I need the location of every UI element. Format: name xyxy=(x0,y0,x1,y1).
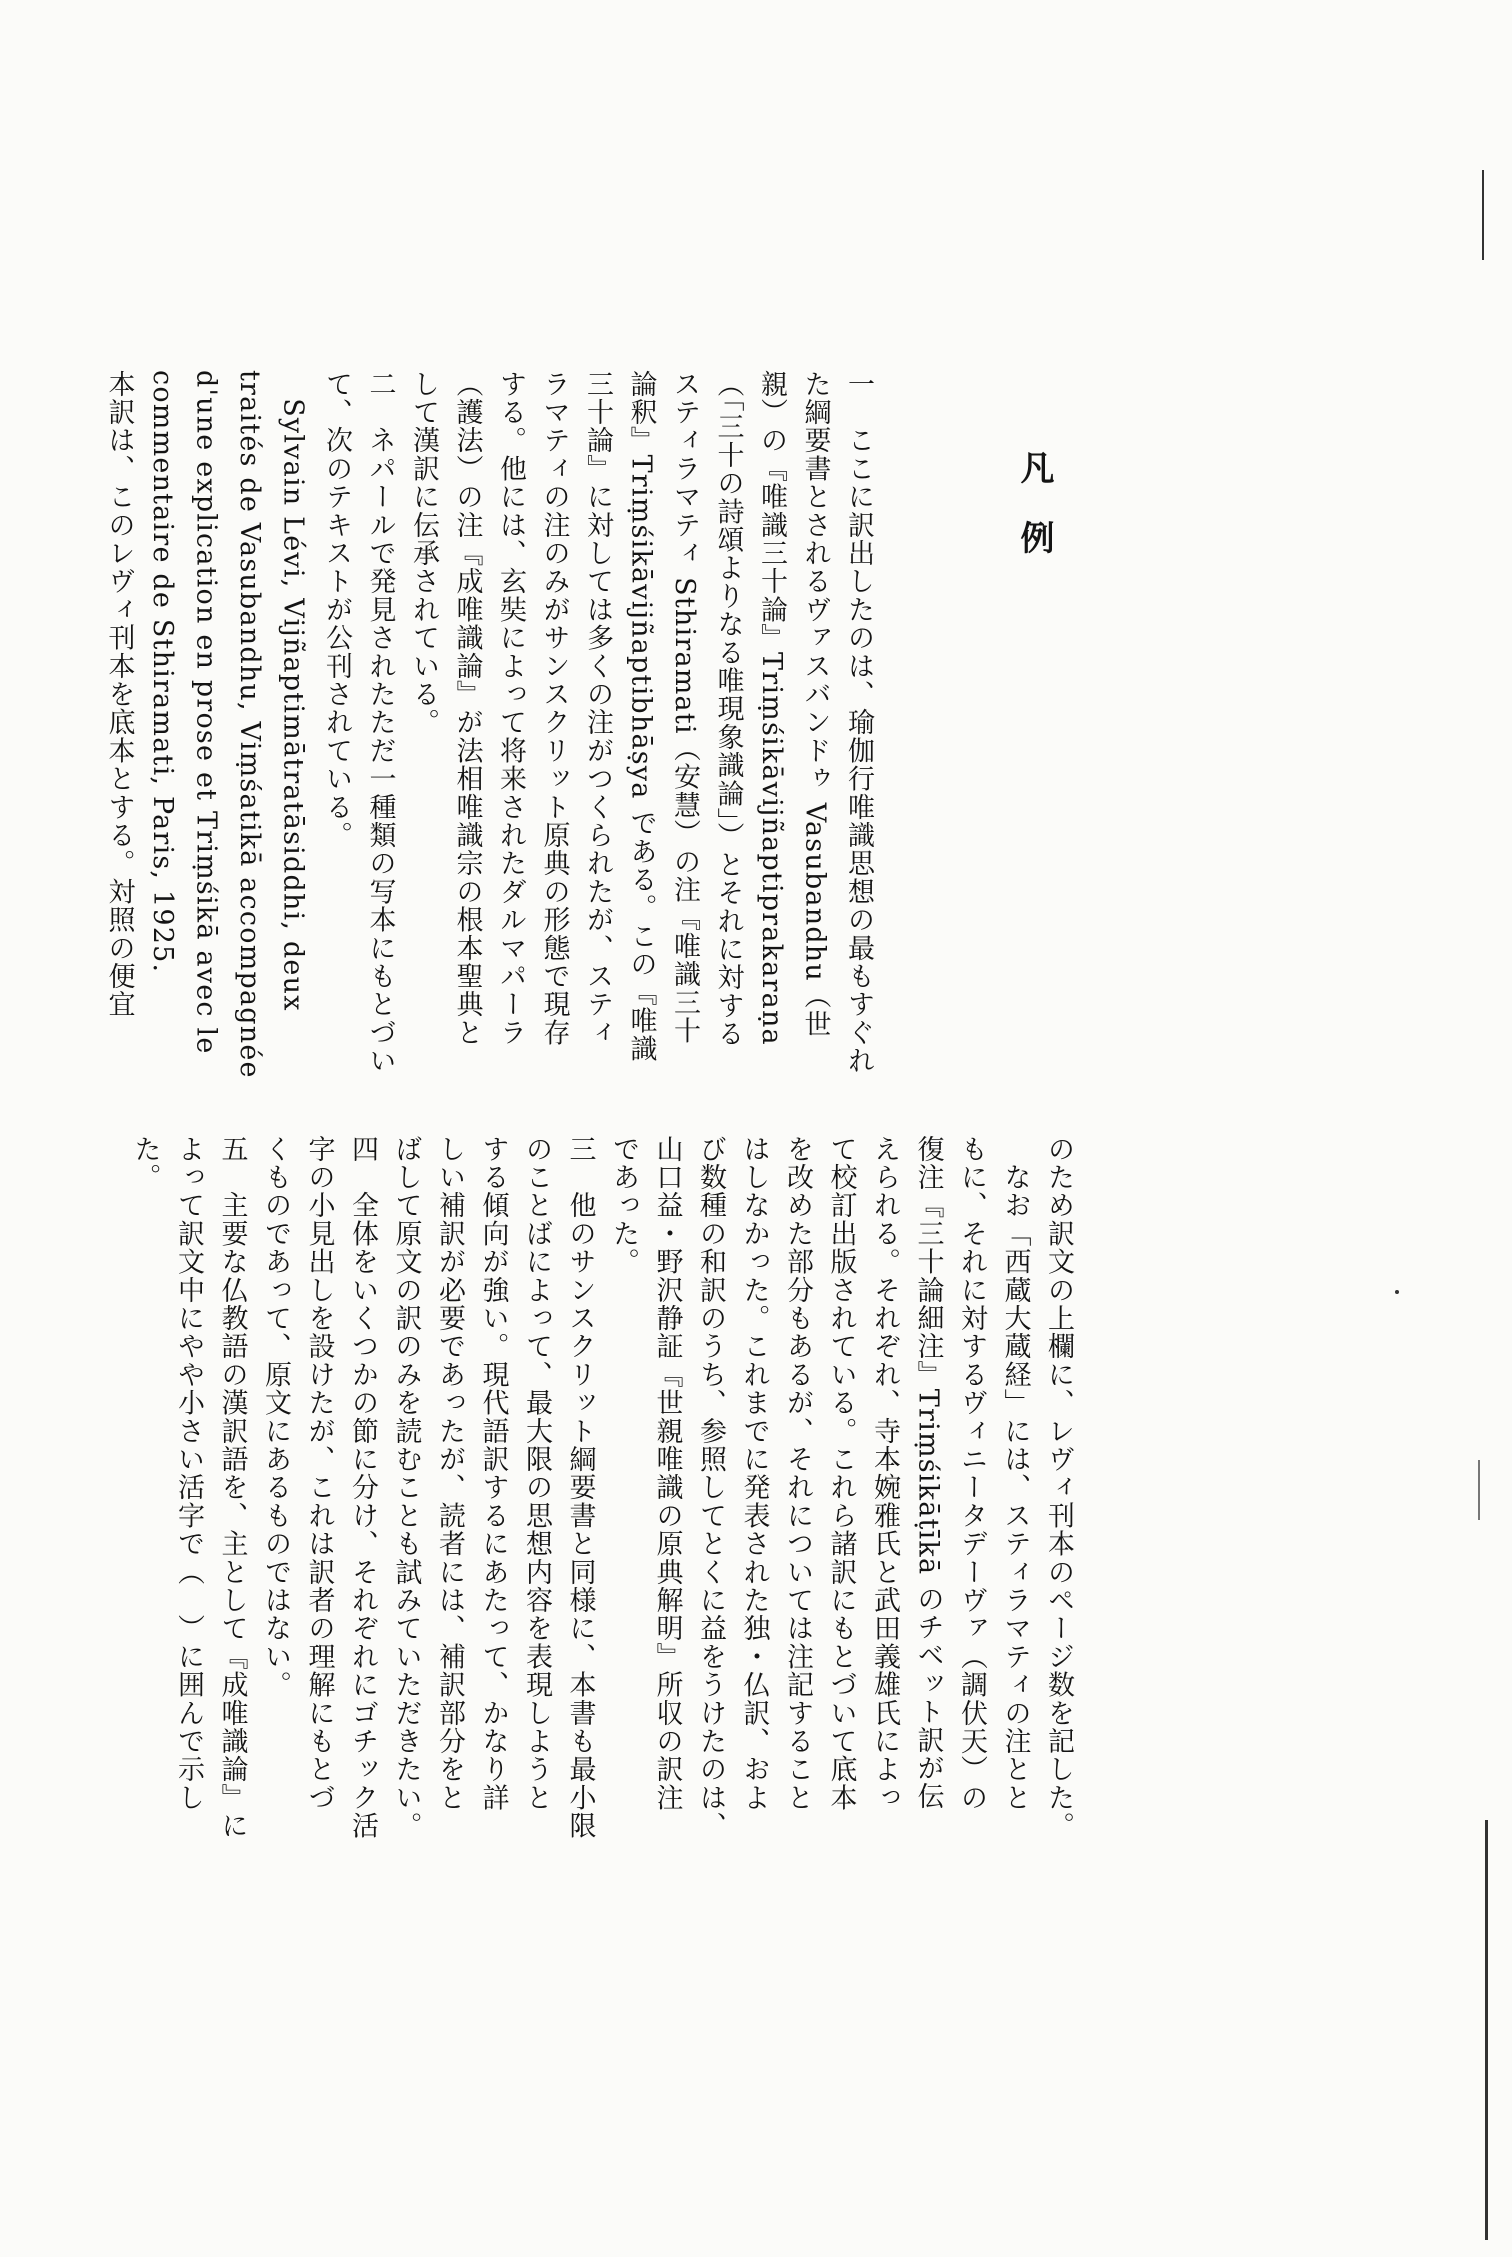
text-line: よって訳文中にやや小さい活字で（ ）に囲んで示し xyxy=(173,1135,204,1812)
text-line: 二 ネパールで発見されたただ一種類の写本にもとづい xyxy=(364,370,396,1075)
text-line: Sylvain Lévi, Vijñaptimātratāsiddhi, deux xyxy=(277,370,309,1012)
text-line: 三 他のサンスクリット綱要書と同様に、本書も最小限 xyxy=(564,1135,596,1840)
text-line: 論釈』Triṃśikāvijñaptibhāṣya である。この『唯識 xyxy=(625,370,657,1064)
text-line: ラマティの注のみがサンスクリット原典の形態で現存 xyxy=(538,370,570,1047)
text-line: を改めた部分もあるが、それについては注記すること xyxy=(782,1135,813,1812)
page-title: 凡 例 xyxy=(1014,450,1054,566)
text-line: （護法）の注『成唯識論』が法相唯識宗の根本聖典と xyxy=(451,370,483,1047)
text-line: ばして原文の訳のみを読むことも試みていただきたい。 xyxy=(390,1135,422,1840)
text-line: 五 主要な仏教語の漢訳語を、主として『成唯識論』に xyxy=(216,1135,248,1840)
scan-edge-mark xyxy=(1485,1820,1488,2240)
scan-speck xyxy=(1395,1290,1399,1294)
text-line: （「三十の詩頌よりなる唯現象識論」）とそれに対する xyxy=(712,370,744,1048)
text-line: はしなかった。これまでに発表された独・仏訳、およ xyxy=(738,1135,770,1812)
text-line: て、次のテキストが公刊されている。 xyxy=(321,370,352,850)
text-line: 四 全体をいくつかの節に分け、それぞれにゴチック活 xyxy=(347,1135,378,1840)
text-line: て校訂出版されている。これら諸訳にもとづいて底本 xyxy=(825,1135,857,1812)
text-block-upper xyxy=(60,370,880,1110)
text-block-lower xyxy=(100,1135,1080,1905)
text-line: commentaire de Sthiramati, Paris, 1925. xyxy=(147,370,178,974)
text-line: 三十論』に対しては多くの注がつくられたが、スティ xyxy=(582,370,613,1047)
text-line: 字の小見出しを設けたが、これは訳者の理解にもとづ xyxy=(303,1135,335,1812)
text-line: もに、それに対するヴィニータデーヴァ（調伏天）の xyxy=(956,1135,987,1812)
text-line: のため訳文の上欄に、レヴィ刊本のページ数を記した。 xyxy=(1043,1135,1074,1840)
text-line: する。他には、玄奘によって将来されたダルマパーラ xyxy=(495,370,526,1047)
text-line: traités de Vasubandhu, Viṃśatikā accompagnée xyxy=(234,370,265,1079)
text-line: 一 ここに訳出したのは、瑜伽行唯識思想の最もすぐれ xyxy=(843,370,874,1075)
text-line: する傾向が強い。現代語訳するにあたって、かなり詳 xyxy=(477,1135,509,1812)
text-line: 親）の『唯識三十論』Triṃśikāvijñaptiprakaraṇa xyxy=(756,370,787,1046)
scan-edge-mark xyxy=(1478,1460,1480,1520)
text-line: た。 xyxy=(129,1135,161,1192)
text-line: しい補訳が必要であったが、読者には、補訳部分をと xyxy=(434,1135,465,1812)
text-line: 復注『三十論細注』Triṃśikāṭīkā のチベット訳が伝 xyxy=(912,1135,944,1811)
text-line: して漢訳に伝承されている。 xyxy=(408,370,439,737)
text-line: 本訳は、このレヴィ刊本を底本とする。対照の便宜 xyxy=(103,370,135,1019)
text-line: くものであって、原文にあるものではない。 xyxy=(260,1135,291,1699)
text-line: び数種の和訳のうち、参照してとくに益をうけたのは、 xyxy=(695,1135,726,1840)
scan-edge-mark xyxy=(1482,170,1484,260)
text-line: スティラマティ Sthiramati（安慧）の注『唯識三十 xyxy=(669,370,700,1045)
text-line: のことばによって、最大限の思想内容を表現しようと xyxy=(521,1135,552,1812)
text-line: であった。 xyxy=(608,1135,639,1276)
text-line: なお「西蔵大蔵経」には、スティラマティの注とと xyxy=(999,1135,1031,1812)
text-line: 山口益・野沢静証『世親唯識の原典解明』所収の訳注 xyxy=(651,1135,683,1812)
text-line: d'une explication en prose et Triṃśikā avec le xyxy=(190,370,222,1055)
text-line: た綱要書とされるヴァスバンドゥ Vasubandhu（世 xyxy=(799,370,831,1039)
text-line: えられる。それぞれ、寺本婉雅氏と武田義雄氏によっ xyxy=(869,1135,900,1812)
